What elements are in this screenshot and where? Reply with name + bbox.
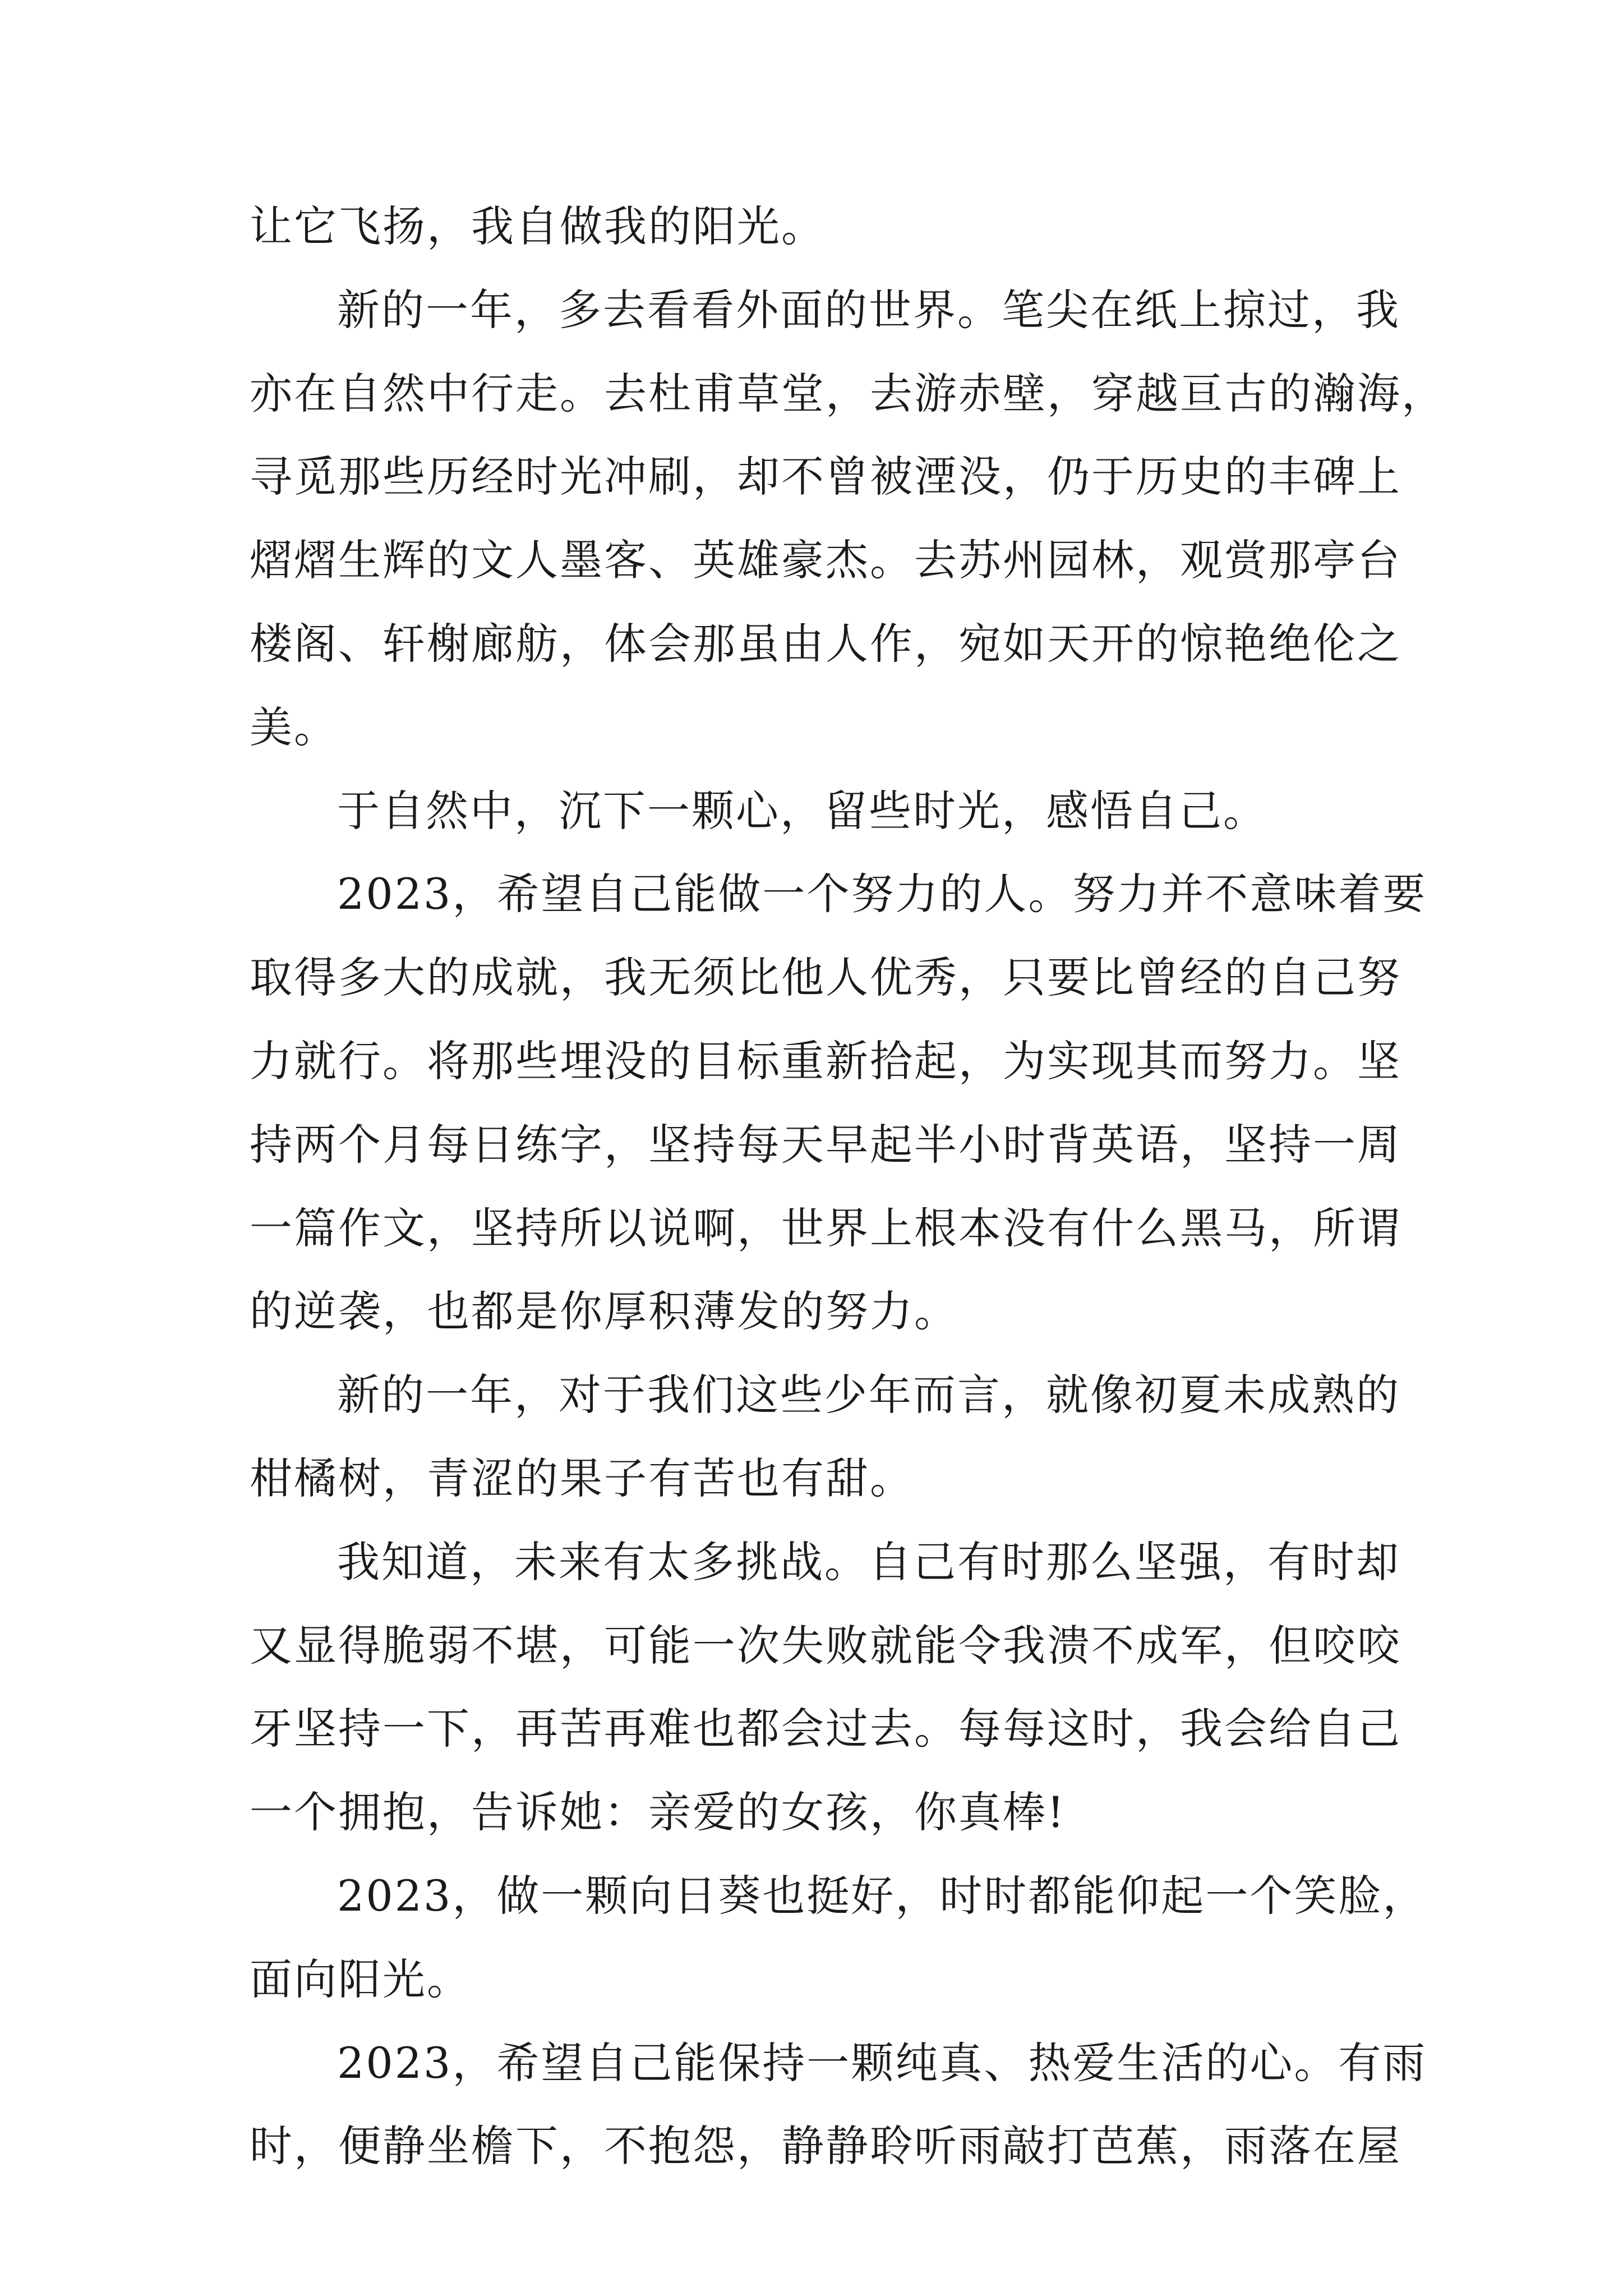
text-line: 一篇作文，坚持所以说啊，世界上根本没有什么黑马，所谓: [250, 1203, 1401, 1253]
text-line: 亦在自然中行走。去杜甫草堂，去游赤壁，穿越亘古的瀚海，: [250, 368, 1446, 418]
text-line: 楼阁、轩榭廊舫，体会那虽由人作，宛如天开的惊艳绝伦之: [250, 618, 1401, 669]
text-line: 美。: [250, 702, 338, 752]
text-line: 柑橘树，青涩的果子有苦也有甜。: [250, 1453, 914, 1503]
text-line: 2023，希望自己能做一个努力的人。努力并不意味着要: [337, 869, 1427, 919]
text-line: 的逆袭，也都是你厚积薄发的努力。: [250, 1286, 958, 1337]
text-line: 寻觅那些历经时光冲刷，却不曾被湮没，仍于历史的丰碑上: [250, 452, 1401, 502]
text-line: 于自然中，沉下一颗心，留些时光，感悟自己。: [337, 785, 1267, 836]
body-text: [250, 185, 1446, 2188]
text-line: 牙坚持一下，再苦再难也都会过去。每每这时，我会给自己: [250, 1704, 1401, 1754]
text-line: 面向阳光。: [250, 1954, 471, 2004]
text-line: 持两个月每日练字，坚持每天早起半小时背英语，坚持一周: [250, 1119, 1401, 1170]
text-line: 新的一年，多去看看外面的世界。笔尖在纸上掠过，我: [337, 284, 1400, 335]
text-line: 2023，做一颗向日葵也挺好，时时都能仰起一个笑脸，: [337, 1870, 1427, 1921]
text-line: 取得多大的成就，我无须比他人优秀，只要比曾经的自己努: [250, 953, 1401, 1003]
text-line: 熠熠生辉的文人墨客、英雄豪杰。去苏州园林，观赏那亭台: [250, 535, 1401, 586]
text-line: 一个拥抱，告诉她：亲爱的女孩，你真棒!: [250, 1787, 1066, 1838]
text-line: 我知道，未来有太多挑战。自己有时那么坚强，有时却: [337, 1536, 1400, 1587]
text-line: 时，便静坐檐下，不抱怨，静静聆听雨敲打芭蕉，雨落在屋: [250, 2121, 1401, 2171]
text-line: 力就行。将那些埋没的目标重新拾起，为实现其而努力。坚: [250, 1036, 1401, 1086]
text-line: 2023，希望自己能保持一颗纯真、热爱生活的心。有雨: [337, 2037, 1427, 2088]
text-line: 又显得脆弱不堪，可能一次失败就能令我溃不成军，但咬咬: [250, 1620, 1401, 1671]
text-line: 让它飞扬，我自做我的阳光。: [250, 201, 826, 251]
text-line: 新的一年，对于我们这些少年而言，就像初夏未成熟的: [337, 1370, 1400, 1420]
